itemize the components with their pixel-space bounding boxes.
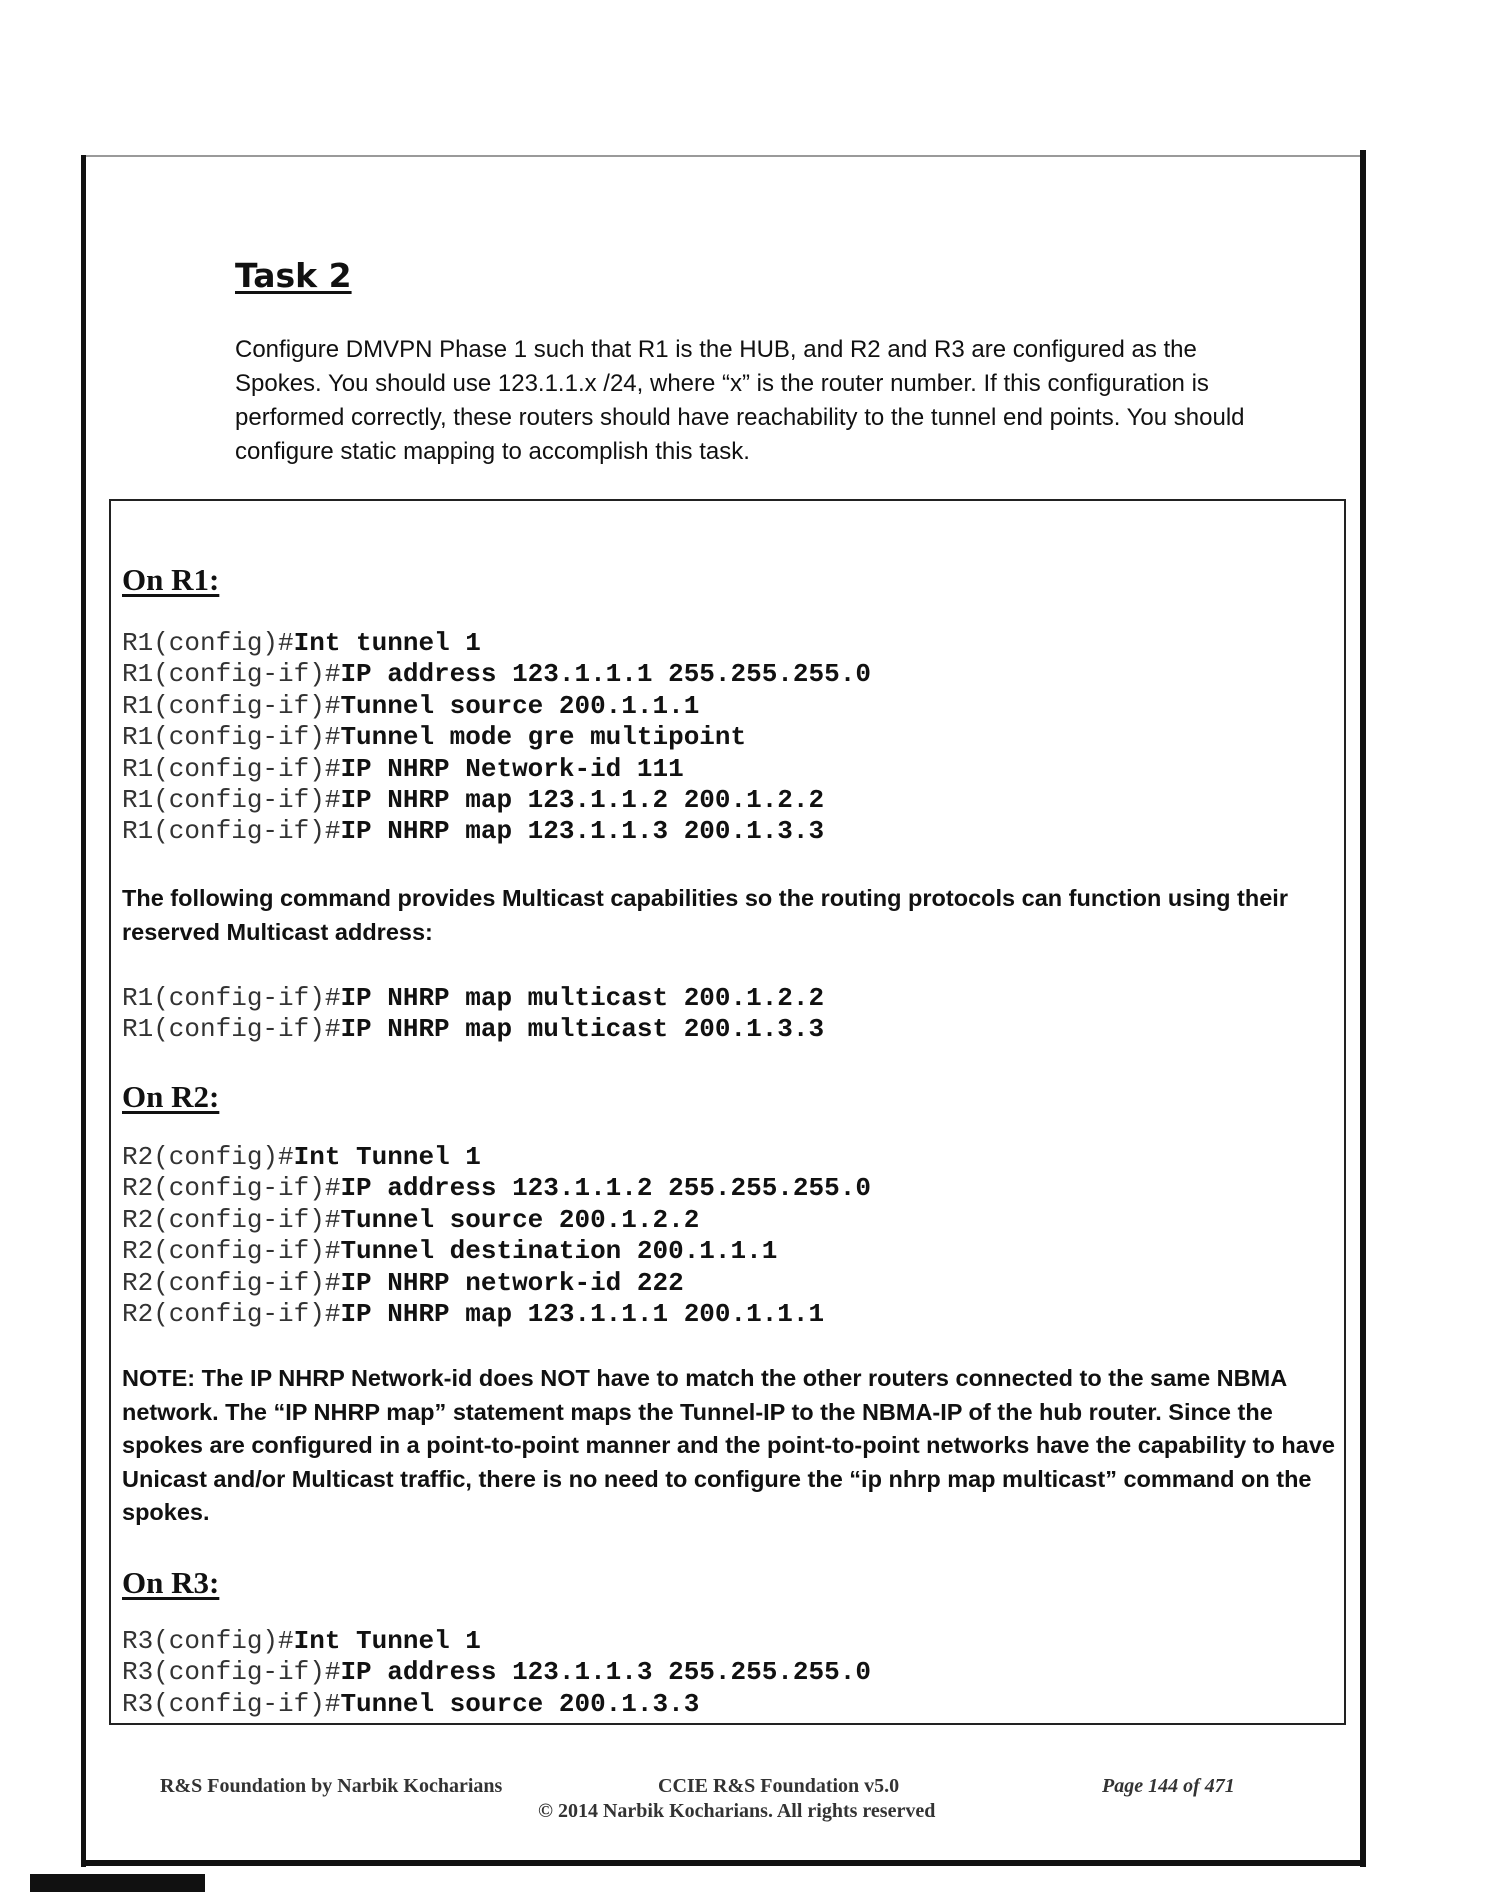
nhrp-note: NOTE: The IP NHRP Network-id does NOT have to match the other routers connected to the same NBMA network. The “IP NHRP map” statement maps the Tunnel-IP to the NBMA-IP of the hub router. Since the spokes are configured in a point-to-point manner and the point-to-point networks have the capability to have Unicast and/or Multicast traffic, there is no need to configure the “ip nhrp map multicast” command on the spokes. xyxy=(122,1365,1335,1525)
code-line: R1(config)#Int tunnel 1 xyxy=(122,628,481,658)
footer-page-number: Page 144 of 471 xyxy=(1102,1775,1235,1797)
r1-config-block xyxy=(122,628,871,848)
r1-heading: On R1: xyxy=(122,562,220,597)
code-line: R1(config-if)#IP NHRP Network-id 111 xyxy=(122,753,684,784)
code-line: R2(config)#Int Tunnel 1 xyxy=(122,1142,481,1172)
code-line: R1(config-if)#Tunnel source 200.1.1.1 xyxy=(122,690,700,721)
r1-multicast-block xyxy=(122,983,824,1046)
code-line: R2(config-if)#IP NHRP network-id 222 xyxy=(122,1267,684,1298)
code-line: R1(config-if)#Tunnel mode gre multipoint xyxy=(122,722,747,753)
code-line: R3(config-if)#Tunnel source 200.1.3.3 xyxy=(122,1688,700,1719)
page-frame-left xyxy=(81,155,86,1867)
r2-heading: On R2: xyxy=(122,1079,220,1114)
scan-corner-mark xyxy=(30,1874,205,1892)
r3-heading: On R3: xyxy=(122,1565,220,1600)
page-frame-bottom xyxy=(81,1860,1366,1866)
code-line: R3(config-if)#IP address 123.1.1.3 255.255.255.0 xyxy=(122,1657,871,1688)
footer-author: R&S Foundation by Narbik Kocharians xyxy=(160,1775,503,1797)
code-line: R1(config-if)#IP NHRP map multicast 200.1.2.2 xyxy=(122,983,825,1013)
code-line: R1(config-if)#IP NHRP map multicast 200.1.3.3 xyxy=(122,1014,825,1045)
code-line: R2(config-if)#IP address 123.1.1.2 255.255.255.0 xyxy=(122,1173,871,1204)
code-line: R1(config-if)#IP NHRP map 123.1.1.3 200.1.3.3 xyxy=(122,816,825,847)
code-line: R2(config-if)#Tunnel destination 200.1.1.1 xyxy=(122,1236,778,1267)
footer-copyright: © 2014 Narbik Kocharians. All rights reserved xyxy=(538,1800,936,1822)
code-line: R1(config-if)#IP NHRP map 123.1.1.2 200.1.2.2 xyxy=(122,784,825,815)
r3-config-block xyxy=(122,1626,871,1720)
code-line: R1(config-if)#IP address 123.1.1.1 255.255.255.0 xyxy=(122,659,871,690)
multicast-note: The following command provides Multicast capabilities so the routing protocols can function using their reserved Multicast address: xyxy=(122,885,1288,945)
page-frame-top xyxy=(84,155,1364,157)
task-title: Task 2 xyxy=(235,256,352,295)
code-line: R3(config)#Int Tunnel 1 xyxy=(122,1626,481,1656)
code-line: R2(config-if)#IP NHRP map 123.1.1.1 200.1.1.1 xyxy=(122,1298,825,1329)
footer-book-title: CCIE R&S Foundation v5.0 xyxy=(658,1775,900,1797)
page-frame-right xyxy=(1360,150,1366,1867)
task-description: Configure DMVPN Phase 1 such that R1 is the HUB, and R2 and R3 are configured as the Spokes. You should use 123.1.1.x /24, where “x” is the router number. If this configuration is performed correctly, these routers should have reachability to the tunnel end points. You should configure static mapping to accomplish this task. xyxy=(235,336,1245,465)
r2-config-block xyxy=(122,1142,871,1330)
code-line: R2(config-if)#Tunnel source 200.1.2.2 xyxy=(122,1204,700,1235)
